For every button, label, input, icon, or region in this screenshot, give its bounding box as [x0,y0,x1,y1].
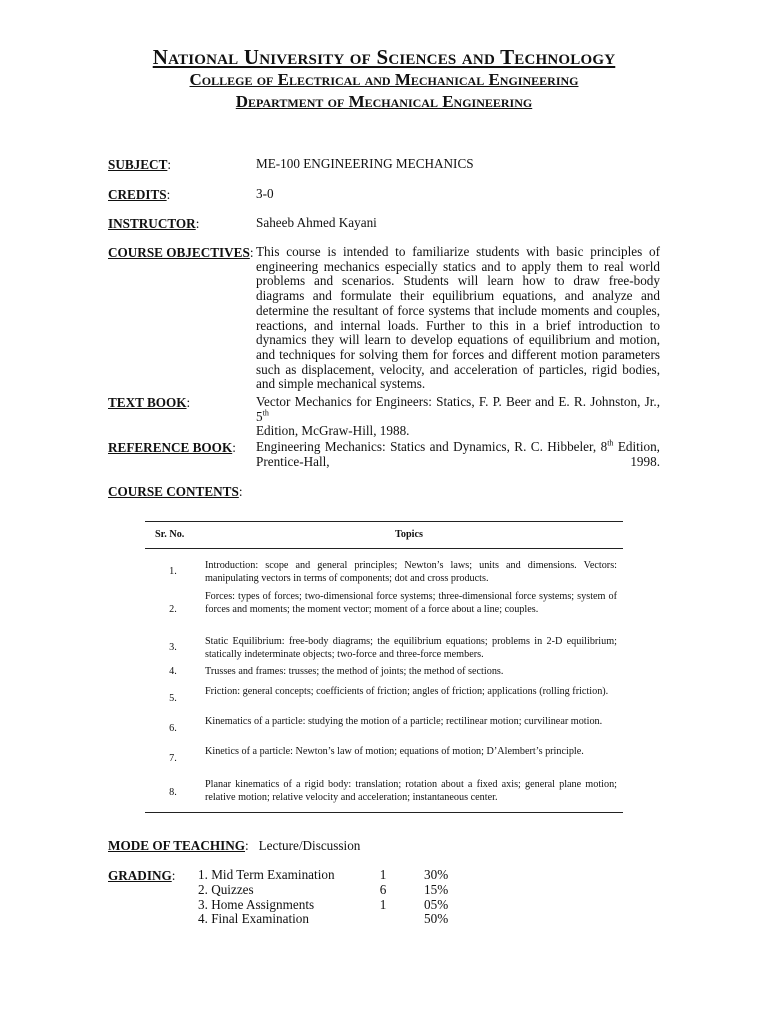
row-topic: Forces: types of forces; two-dimensional force systems; three-dimensional force systems; system of forces and moments; the moment vector; moment of a force about a line; couples. [205,591,617,616]
table-row [145,588,623,630]
row-number: 5. [169,692,177,704]
row-number: 3. [169,641,177,653]
reference-line-1b: Edition, Prentice-Hall, 1998. [256,439,660,469]
instructor-value: Saheeb Ahmed Kayani [256,215,377,230]
table-rule-top [145,521,623,522]
textbook-line-1: Vector Mechanics for Engineers: Statics, F. P. Beer and E. R. Johnston, Jr., 5 [256,394,660,424]
reference-sup: th [607,438,614,448]
grading-items [198,868,335,927]
table-row [145,556,623,586]
row-topic: Planar kinematics of a rigid body: translation; rotation about a fixed axis; general plane motion; relative motion; relative velocity and acceleration; instantaneous center. [205,779,617,804]
row-number: 8. [169,786,177,798]
grade-item: 2. Quizzes [198,881,254,897]
credits-value: 3-0 [256,186,274,201]
row-topic: Kinetics of a particle: Newton’s law of motion; equations of motion; D’Alembert’s principle. [205,746,584,757]
table-row [145,777,623,807]
grade-weight: 15% [424,881,449,897]
grade-count: 6 [379,881,387,897]
textbook-line-2: Edition, McGraw-Hill, 1988. [256,423,410,439]
grade-count [377,912,389,927]
row-number: 2. [169,603,177,615]
textbook-text [256,395,660,439]
row-topic: Friction: general concepts; coefficients of friction; angles of friction; applications (rolling friction). [205,686,609,697]
subject-value: ME-100 ENGINEERING MECHANICS [256,156,474,171]
row-number: 7. [169,752,177,764]
table-row [145,713,623,743]
col-header-srno: Sr. No. [155,529,185,540]
table-rule-mid [145,548,623,549]
teaching-label: MODE OF TEACHING: Lecture/Discussion [108,838,361,853]
grade-weight: 30% [424,867,449,882]
grading-counts [377,868,389,927]
college-title: College of Electrical and Mechanical Engineering [189,70,579,89]
grade-item: 1. Mid Term Examination [198,867,335,882]
textbook-sup: th [262,408,269,418]
textbook-label: TEXT BOOK: [108,395,191,410]
objectives-label: COURSE OBJECTIVES: [108,245,254,260]
instructor-label: INSTRUCTOR: [108,216,200,231]
grade-count: 1 [379,896,387,912]
table-row [145,663,623,679]
row-topic: Static Equilibrium: free-body diagrams; the equilibrium equations; problems in 2-D equilibrium; statically indeterminate objects; two-force and three-force members. [205,636,617,661]
col-header-topics: Topics [395,529,423,540]
row-topic: Trusses and frames: trusses; the method of joints; the method of sections. [205,666,504,677]
grading-label: GRADING: [108,868,176,883]
grade-weight: 50% [424,911,449,927]
row-topic: Kinematics of a particle: studying the motion of a particle; rectilinear motion; curvilinear motion. [205,716,603,727]
grade-item: 3. Home Assignments [198,896,315,912]
grade-weight: 05% [424,896,449,912]
row-topic: Introduction: scope and general principles; Newton’s laws; units and dimensions. Vectors: manipulating vectors in terms of components; dot and cross products. [205,560,617,585]
table-row [145,743,623,773]
grade-count: 1 [379,867,387,882]
grading-weights [424,868,448,927]
table-row [145,683,623,713]
subject-label: SUBJECT: [108,157,172,172]
table-row [145,632,623,662]
row-number: 6. [169,722,177,734]
credits-label: CREDITS: [108,187,171,202]
table-rule-bottom [145,812,623,813]
university-title: National University of Sciences and Technology [152,45,616,69]
grade-item: 4. Final Examination [198,911,309,927]
reference-label: REFERENCE BOOK: [108,440,236,455]
contents-label: COURSE CONTENTS: [108,484,243,499]
department-title: Department of Mechanical Engineering [235,92,533,111]
row-number: 1. [169,565,177,577]
reference-text [256,440,660,469]
row-number: 4. [169,665,177,677]
objectives-text: This course is intended to familiarize students with basic principles of engineering mechanics especially statics and to apply them to real world problems and scenarios. Students will learn how to draw free-body diagrams and formulate their equilibrium equations, and analyze and determine the resultant of force systems that include moments and couples, reactions, and internal loads. Further to this in a brief introduction to dynamics they will learn to develop equations of equilibrium and motion, and techniques for solving them for forces and different motion parameters such as displacement, velocity, and acceleration of particles, rigid bodies, and simple mechanical systems. [256,244,660,392]
teaching-value: Lecture/Discussion [258,838,361,853]
reference-line-1: Engineering Mechanics: Statics and Dynamics, R. C. Hibbeler, 8 [256,439,608,454]
